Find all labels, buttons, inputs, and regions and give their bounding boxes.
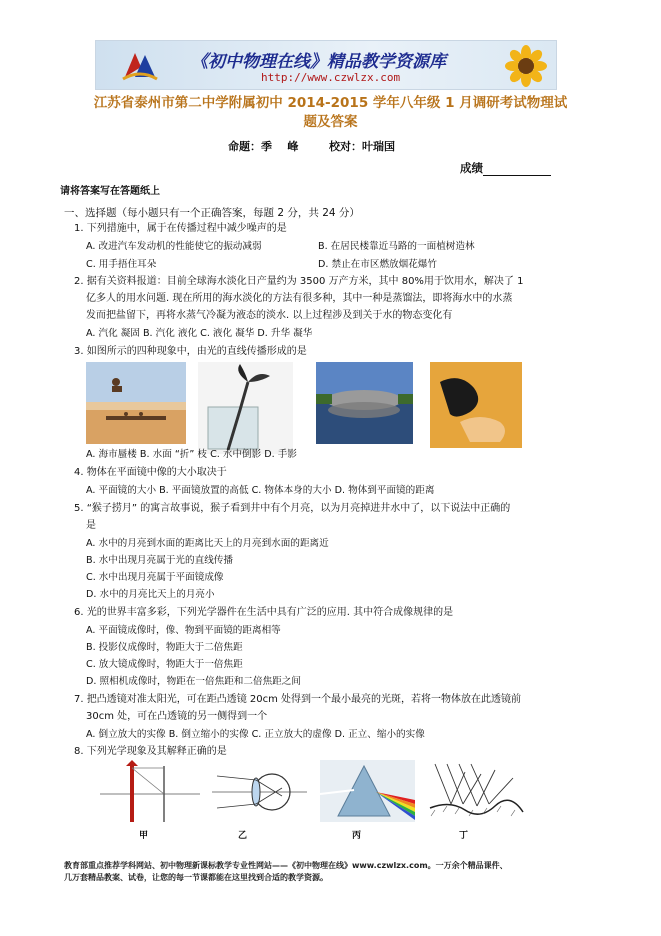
diagram-jia	[100, 760, 200, 826]
banner-title: 《初中物理在线》精品教学资源库	[191, 52, 446, 72]
q2-options[interactable]: A. 汽化 凝固 B. 汽化 液化 C. 液化 凝华 D. 升华 凝华	[86, 328, 313, 339]
footer-line2: 几万套精品教案、试卷，让您的每一节课都能在这里找到合适的教学资源。	[64, 873, 328, 882]
sunflower-icon	[501, 45, 551, 87]
q5-line2: 是	[86, 520, 96, 531]
document-title-line2: 题及答案	[303, 114, 358, 130]
q7-line2: 30cm 处，可在凸透镜的另一侧得到一个	[86, 711, 268, 722]
q5-option-c[interactable]: C. 水中出现月亮属于平面镜成像	[86, 572, 224, 583]
q5-option-a[interactable]: A. 水中的月亮到水面的距离比天上的月亮到水面的距离近	[86, 538, 329, 549]
site-logo-icon	[121, 47, 159, 83]
q6-option-c[interactable]: C. 放大镜成像时，物距大于一倍焦距	[86, 659, 243, 670]
q7-line1: 7. 把凸透镜对准太阳光，可在距凸透镜 20cm 处得到一个最小最亮的光斑，若将一物体放在此透镜前	[74, 694, 522, 705]
section-heading: 一、选择题（每小题只有一个正确答案，每题 2 分，共 24 分）	[64, 207, 360, 219]
q5-option-d[interactable]: D. 水中的月亮比天上的月亮小	[86, 589, 215, 600]
q4-stem: 4. 物体在平面镜中像的大小取决于	[74, 467, 227, 478]
author-byline: 命题：季 峰 校对：叶瑞国	[228, 140, 395, 153]
page-footer	[64, 860, 604, 884]
q7-options[interactable]: A. 倒立放大的实像 B. 倒立缩小的实像 C. 正立放大的虚像 D. 正立、缩小的实像	[86, 729, 425, 740]
diagram-bing	[320, 760, 415, 822]
score-field	[460, 160, 551, 176]
hand-shadow-image	[430, 362, 522, 448]
q1-option-b[interactable]: B. 在居民楼靠近马路的一面植树造林	[318, 241, 475, 252]
q2-line1: 2. 据有关资料报道：目前全球海水淡化日产量约为 3500 万产方米，其中 80%用于饮用水，解决了 1	[74, 276, 524, 287]
q8-stem: 8. 下列光学现象及其解释正确的是	[74, 746, 227, 757]
q5-line1: 5. “猴子捞月” 的寓言故事说，猴子看到井中有个月亮，以为月亮掉进井水中了，以下说法中正确的	[74, 503, 511, 514]
q6-option-b[interactable]: B. 投影仪成像时，物距大于二倍焦距	[86, 642, 243, 653]
q2-line2: 亿多人的用水问题. 现在所用的海水淡化的方法有很多种，其中一种是蒸馏法，即将海水中的水蒸	[86, 293, 513, 304]
q6-option-d[interactable]: D. 照相机成像时，物距在一倍焦距和二倍焦距之间	[86, 676, 301, 687]
reflection-image	[316, 362, 413, 444]
q2-line3: 发而把盐留下，再将水蒸气冷凝为液态的淡水. 以上过程涉及到关于水的物态变化有	[86, 310, 453, 321]
q1-option-a[interactable]: A. 改进汽车发动机的性能使它的振动减弱	[86, 241, 262, 252]
diagram-jia-label: 甲	[139, 831, 149, 841]
mirage-image	[86, 362, 186, 444]
q6-stem: 6. 光的世界丰富多彩，下列光学器件在生活中具有广泛的应用. 其中符合成像规律的是	[74, 607, 454, 618]
banner-url[interactable]: http://www.czwlzx.com	[261, 71, 401, 84]
answer-notice: 请将答案写在答题纸上	[60, 186, 160, 197]
diagram-yi-label: 乙	[238, 831, 248, 841]
score-blank[interactable]	[483, 165, 551, 176]
q6-option-a[interactable]: A. 平面镜成像时，像、物到平面镜的距离相等	[86, 625, 281, 636]
bent-stick-image	[198, 362, 293, 454]
q1-stem: 1. 下列措施中，属于在传播过程中减少噪声的是	[74, 223, 287, 234]
footer-line1: 教育部重点推荐学科网站、初中物理新课标教学专业性网站——《初中物理在线》www.czwlzx.com。一万余个精品课件、	[64, 861, 508, 870]
q1-option-d[interactable]: D. 禁止在市区燃放烟花爆竹	[318, 259, 438, 270]
q4-options[interactable]: A. 平面镜的大小 B. 平面镜放置的高低 C. 物体本身的大小 D. 物体到平面镜的距离	[86, 485, 435, 496]
q5-option-b[interactable]: B. 水中出现月亮属于光的直线传播	[86, 555, 233, 566]
q3-stem: 3. 如图所示的四种现象中，由光的直线传播形成的是	[74, 346, 307, 357]
diagram-ding-label: 丁	[459, 831, 469, 841]
score-label: 成绩	[460, 161, 483, 175]
diagram-bing-label: 丙	[352, 831, 362, 841]
document-title	[60, 94, 601, 132]
document-title-line1: 江苏省泰州市第二中学附属初中 2014-2015 学年八年级 1 月调研考试物理试	[93, 95, 568, 111]
header-banner	[95, 40, 557, 90]
diagram-yi	[212, 762, 307, 822]
q1-option-c[interactable]: C. 用手捂住耳朵	[86, 259, 157, 270]
q3-options[interactable]: A. 海市蜃楼 B. 水面 “折” 枝 C. 水中倒影 D. 手影	[86, 449, 297, 460]
diagram-ding	[425, 760, 525, 826]
